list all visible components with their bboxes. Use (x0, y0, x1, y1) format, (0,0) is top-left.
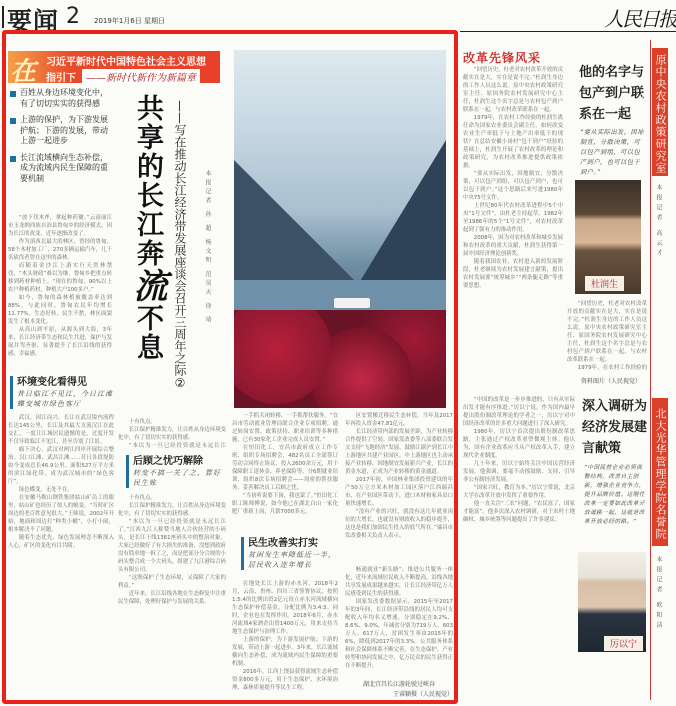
paragraph: 武汉，因江而兴。长江在武汉境内流程长达145公里，长江及其最大支流汉江在此交汇。一度让江城居民遗憾的是，过度开发不仅导致临江不见江，甚至告别了江景。 (8, 415, 114, 445)
paragraph: “放下伐木斧，拿起种药锄。”云南丽江市玉龙纳西族自治县鲁甸乡的经济模式，因为长江的改变，近年逐渐改变了。 (8, 215, 112, 237)
paragraph: 从高山到平原，从源头到大海，3年来，长江经济带生态和民生共进，保护与发展并驾齐驱，显著提升了长江沿线的获得感、幸福感。 (8, 327, 112, 357)
header-rule (460, 31, 676, 32)
paragraph: 近年来，长江沿线各地在生态修复中注重民生保障，处理好保护与发展的关系。 (118, 591, 226, 605)
article-subtitle: ——写在推动长江经济带发展座谈会召开三周年之际② (173, 100, 187, 390)
body-column (232, 412, 338, 527)
photo-boat (334, 298, 370, 308)
photo-credit: 资料图片（人民视觉） (580, 378, 641, 385)
paragraph: 畅通就业“新头路”，推进公共服务一体化，近年来流域居民收入不断提高，沿线各地共享发展成果越来越实，让长江经济带亿万人民感受到民生的获得感。 (345, 567, 453, 597)
yangtze-photo (234, 50, 446, 408)
subhead: 环境变化看得见 昔日临江不见江，今日江滩蝶变城市绿色客厅 (10, 376, 115, 409)
key-points (10, 88, 108, 190)
paragraph: “这既保护了生态环境，又保障了大家的利益。” (118, 575, 226, 589)
key-point: 百姓从身边环境变化中，有了切切实实的获得感 (10, 88, 108, 109)
issue-date: 2019年1月6日 星期日 (94, 17, 165, 25)
story2-headline: 深入调研为经济发展建言献策 (582, 399, 648, 456)
paragraph: 2008年，因为对农村改革和城乡发展和农村改革的重大贡献，杜润生获得第一届中国经济理论创新奖。 (463, 235, 563, 257)
banner-line3: ——新时代新作为新篇章 (82, 69, 200, 83)
paragraph: 上游的保护，为下游发展护航；下游的发展，带动上游一起进步。3年来，长江流域横向生态补偿，成为流域内民生保障的重要机制。 (232, 637, 338, 667)
key-point: 上游的保护，为下游发展护航；下游的发展，带动上游一起进步 (10, 115, 108, 147)
paragraph: 作为滇西北最大的林区，曾经的鲁甸，58个木材加工厂、270多辆运输汽车，几千名砍伐者曾在这里的森林。 (8, 239, 112, 261)
column-title: 改革先锋风采 (463, 51, 542, 65)
article-headline: 共享的长江奔流不息 (127, 94, 167, 362)
square-bullet-icon (10, 118, 16, 124)
paragraph: 而随着金沙江上游实行天然林禁伐，“木头财政”难以为继，鲁甸乡把重点转移到药材种植上。“现在的鲁甸，90%以上农户种植药材，种植大户100多户。” (8, 263, 112, 293)
subhead: 后顾之忧巧解除 转变不搞一关了之，算好民生账 (126, 455, 226, 488)
byline: 本报记者 欧阳洁 (655, 556, 662, 632)
paragraph: 2016年，江西上饶县获得流域生态补偿资金800多万元，用于生态保护、水环境治理、森林质量提升等民生工程。 (232, 669, 338, 691)
portrait-label: 厉以宁 (604, 636, 643, 651)
paragraph: “本以为一旦已经投资就是永远长江 (128, 443, 226, 448)
story1-body-cont (567, 300, 647, 370)
story2-body (463, 396, 575, 700)
intro-text (8, 214, 112, 370)
paragraph: 随着生态优先、绿色发展理念不断深入人心，矿区的变化有目共睹。 (8, 535, 114, 549)
paragraph: 长江保护精准发力，让百姓从身边环境变化中，有了切切实实的获得感。 (118, 427, 226, 441)
paragraph: 痛下决心，武汉对两江四岸开展综合整治。汉口江滩、武昌江滩……昔日各段堤防如今变成总长46.9公里、面积527万平方米的滨江绿化带，成为武汉城市的“绿色客厅”。 (8, 447, 114, 485)
paragraph: “要从实际出发，因地制宜，分散决策，可以包产到组，可以包产到户，也可以包干到户。”这个思路后来写进1980年中央75号文件。 (463, 171, 563, 201)
paragraph: 2017年初，中国林业集团投资建设的年产50万立方米木材加工园区落户江西瑞昌市，在产业园区带动下，进口木材和家具出口量快速增长。 (345, 477, 453, 507)
paragraph: 在恒田化工，宜昌市政府成立工作专班，组织专场招聘会，482名员工全部签订劳动合同终止协议，投入2600余万元，用于保障职工退休金、养老保险等，分6期就业培训，组织8次专场招聘会——周密的帮扶服务，妥善解决员工后顾之忧。 (232, 445, 338, 491)
paragraph: 长江保护精准发力，让百姓从身边环境变化中，有了切切实实的获得感。 (118, 503, 226, 517)
paragraph: “回望历史，杜老对农村改革开放的贡献实在是大，实在是说不完。”杜润生身边的工作人员这么说。原中央农村政策研究室主任、原国务院农村发展研究中心主任，杜润生这个名字总是与农村包产到户联系在一起，与农村改革联系在一起。 (567, 301, 647, 363)
section-name: 要闻 (7, 7, 60, 36)
portrait-photo (575, 180, 641, 294)
paragraph: 他一直关注“三农”问题，“农民富了，国家才能富”。他多次深入农村调研，对于农村土地确权、城乡统筹等问题提出了许多建议。 (463, 501, 575, 523)
profile-band: 北大光华管理学院名誉院长、教授厉以宁 (652, 398, 668, 546)
body-column (232, 580, 338, 700)
banner-zai: 在 (10, 57, 37, 83)
subhead: 民生改善实打实 贫困发生率降低近一半，居民收入连年增长 (241, 537, 341, 570)
paragraph: 1979年，在农村工作经验的杜润生离任命为国家农业委员会副主任。如何改变农业生产率低下与土地产出率低下的现状？在总结安徽小岗村“包干到户”经验的基础上，杜润生开展了农村改革的理论和政策研究，为农村改革推进提供政策依据。 (463, 115, 563, 169)
paragraph: “中国的改革是一步步推进的，只有从实际出发才能有序推进。”厉以宁说。作为国内最早提出股份制改革理论的学者之一，厉以宁对中国经济改革的许多重大问题进行了深入研究。 (463, 397, 575, 427)
paragraph: 区安置搬迁移民生态补偿，当年及2017年再投入资金47.81亿元。 (345, 413, 453, 427)
body-column (118, 418, 226, 448)
body-column (8, 414, 114, 700)
byline: 本报记者 高云才 (655, 184, 662, 260)
square-bullet-icon (10, 91, 16, 97)
paragraph: 一手抓关闭转移，一手抓帮扶服务。“宜昌市劳动就业管理局联合企业专项招聘，通过转岗安置、政策扶持、职业培训等多种措施，已有30家化工企业完成人员安置。” (232, 413, 338, 443)
paragraph: “没有产业的兴旺，就没有这几年就业岗位的大增长，也就没有财政收入的稳步提升，这也是我们加固民生投入的底气所在。”瑞昌市发改委相关负责人表示。 (345, 509, 453, 539)
profile-band: 原中央农村政策研究室主任杜润生 (652, 48, 668, 176)
paragraph: 上世纪80年代农村改革进程中5个中央“1号文件”，由杜老主持起草。1982年至1986年的5个“1号文件”，对农村改革起到了强有力的推动作用。 (463, 203, 563, 233)
paragraph: 几十年来，厉以宁始终关注中国民营经济发展。他强调，要毫不动摇鼓励、支持、引导非公有制经济发展。 (463, 461, 575, 483)
paragraph: “当初听说要下岗，我也蒙了。”恒田化工职工陈师傅说，如今他已在湖北白山一家化肥厂重新上岗，月薪7000多元。 (232, 493, 338, 515)
paragraph: “回望历史，杜老对农村改革开放的贡献实在是大，实在是说不完。”杜润生身边的工作人员这么说。原中央农村政策研究室主任、原国务院农村发展研究中心主任，杜润生这个名字总是与农村包产到户联系在一起，与农村改革联系在一起。 (463, 67, 563, 113)
banner-line1: 习近平新时代中国特色社会主义思想 (46, 57, 206, 68)
story1-headline: 他的名字与包产到户联系在一起 (579, 65, 645, 122)
masthead-logo: 人民日报 (604, 7, 676, 31)
story1-body (463, 66, 563, 366)
byline: 本报记者 孙 超 杨文明 范昊天 徐 靖 (204, 170, 211, 326)
paragraph: 国家发改委数据显示，2015年至2017年的3年间，长江经济带沿线的居民人均可支配收入年均名义增速，分别稳定在9.2%、8.6%、9.0%，年减贫分别为719万人、603万人、617万人，贫困发生率由2015年的6%，降低到2017年的3.3%。公共服务体系和社会保障体系不断完善，在生态保护、产业转型和协同发展之中，亿万民众的民生获得正在不断提升。 (345, 599, 453, 669)
paragraph: 十有仇点。 (128, 495, 156, 501)
body-column (345, 566, 453, 676)
series-banner (8, 51, 220, 83)
header-bar (2, 6, 4, 28)
paragraph: “本以为一旦已经投资就是永远长江了。”江西九江人称赞当地人合伙经营的小码头，是长江干线1361座码头中的整治对象。大家已经做好了有大损失的准备，没想到政府没有简单地一拆了之，而是把部分分合规的小码头整合成一个大码头，组建了九江港综合码头有限公司。 (118, 519, 226, 573)
paragraph: 十有仇点。 (128, 419, 156, 425)
photo-caption: 湖北宜昌长江游轮驶过峡谷 (362, 681, 435, 688)
page-number: 2 (66, 4, 80, 29)
paragraph: 1979年，在农村工作经验的 (577, 365, 647, 370)
body-column (345, 412, 453, 564)
paragraph: 在地处长江上游的赤水河，2018年2月，云南、贵州、四川三省签署协议，按照1:5:4的比例出资2亿元设立赤水河流域横向生态保护补偿基金，分配比例为3:4:3。同时，企业也在发挥作用。2018年6月，赤水河流域4家酒企出资1400万元，用来支持当地生态保护与治理工作。 (232, 581, 338, 635)
paragraph: 如今，鲁甸的森林植被覆盖率达到88%。与此同时，鲁甸农民年均增长11.77%。生态好转，民生不愁，林区面貌发生了根本变化。 (8, 295, 112, 325)
photo-credit: 王睿颖摄（人民视觉） (392, 691, 453, 698)
story1-quote: “要从实际出发，因地制宜，分散决策，可以包产到组，可以包产到户，也可以包干到户。” (580, 129, 644, 176)
paragraph: 随着我国农业、农村进入新的发展阶段，杜老继续为农村发展建言献策，提出农村发展要“统筹城乡”“两条腿走路”等重要思想。 (463, 259, 563, 289)
paragraph: 在安徽马鞍山钢铁集团姑山矿员工的眼里，姑山矿也经历了惊人的蜕变。“当时矿区周边的老百姓意见很大。”王师说，2002年开始，地面和周边打“种类小桶”，小打小闹，根本解决不了问题。 (8, 495, 114, 533)
paragraph: “国家兴旺，教育为本。”厉以宁常说，北京大学在改革开放中发挥了重要作用。 (463, 485, 575, 499)
paragraph: 绿色蝶变，无处不在。 (18, 487, 73, 493)
paragraph: 1980年，厉以宁首次提出股份制改革思路，主张通过产权改革重塑微观主体。他认为，国有企业改革应当从产权改革入手，建立现代企业制度。 (463, 429, 575, 459)
key-point: 长江流域横向生态补偿，成为流域内民生保障的重要机制 (10, 153, 108, 185)
paragraph: 长江经济带内部的发展差距，为产业转移合作提供了空间。国家发改委等八部委联合发文支持“飞地经济”发展，鼓励江浙沪到长江中上游地区共建产业园区。中上游地区也主动承接产业转移，因地制宜发展新兴产业，长江的黄金水道，正成为产业转移的黄金通道。 (345, 429, 453, 475)
photo-red-foliage (234, 310, 446, 408)
banner-line2: 指引下 (46, 73, 76, 83)
square-bullet-icon (10, 156, 16, 162)
portrait-label: 杜润生 (585, 276, 624, 291)
portrait-photo (578, 552, 646, 652)
body-column (118, 494, 226, 700)
story2-quote: “中国民营企业必须调整结构，改善自主创新，增强企业竞争力，提升品牌价值。这刚性改革一定要如此改革开放道路一起，这就是改革开放必经的路。” (584, 465, 645, 525)
